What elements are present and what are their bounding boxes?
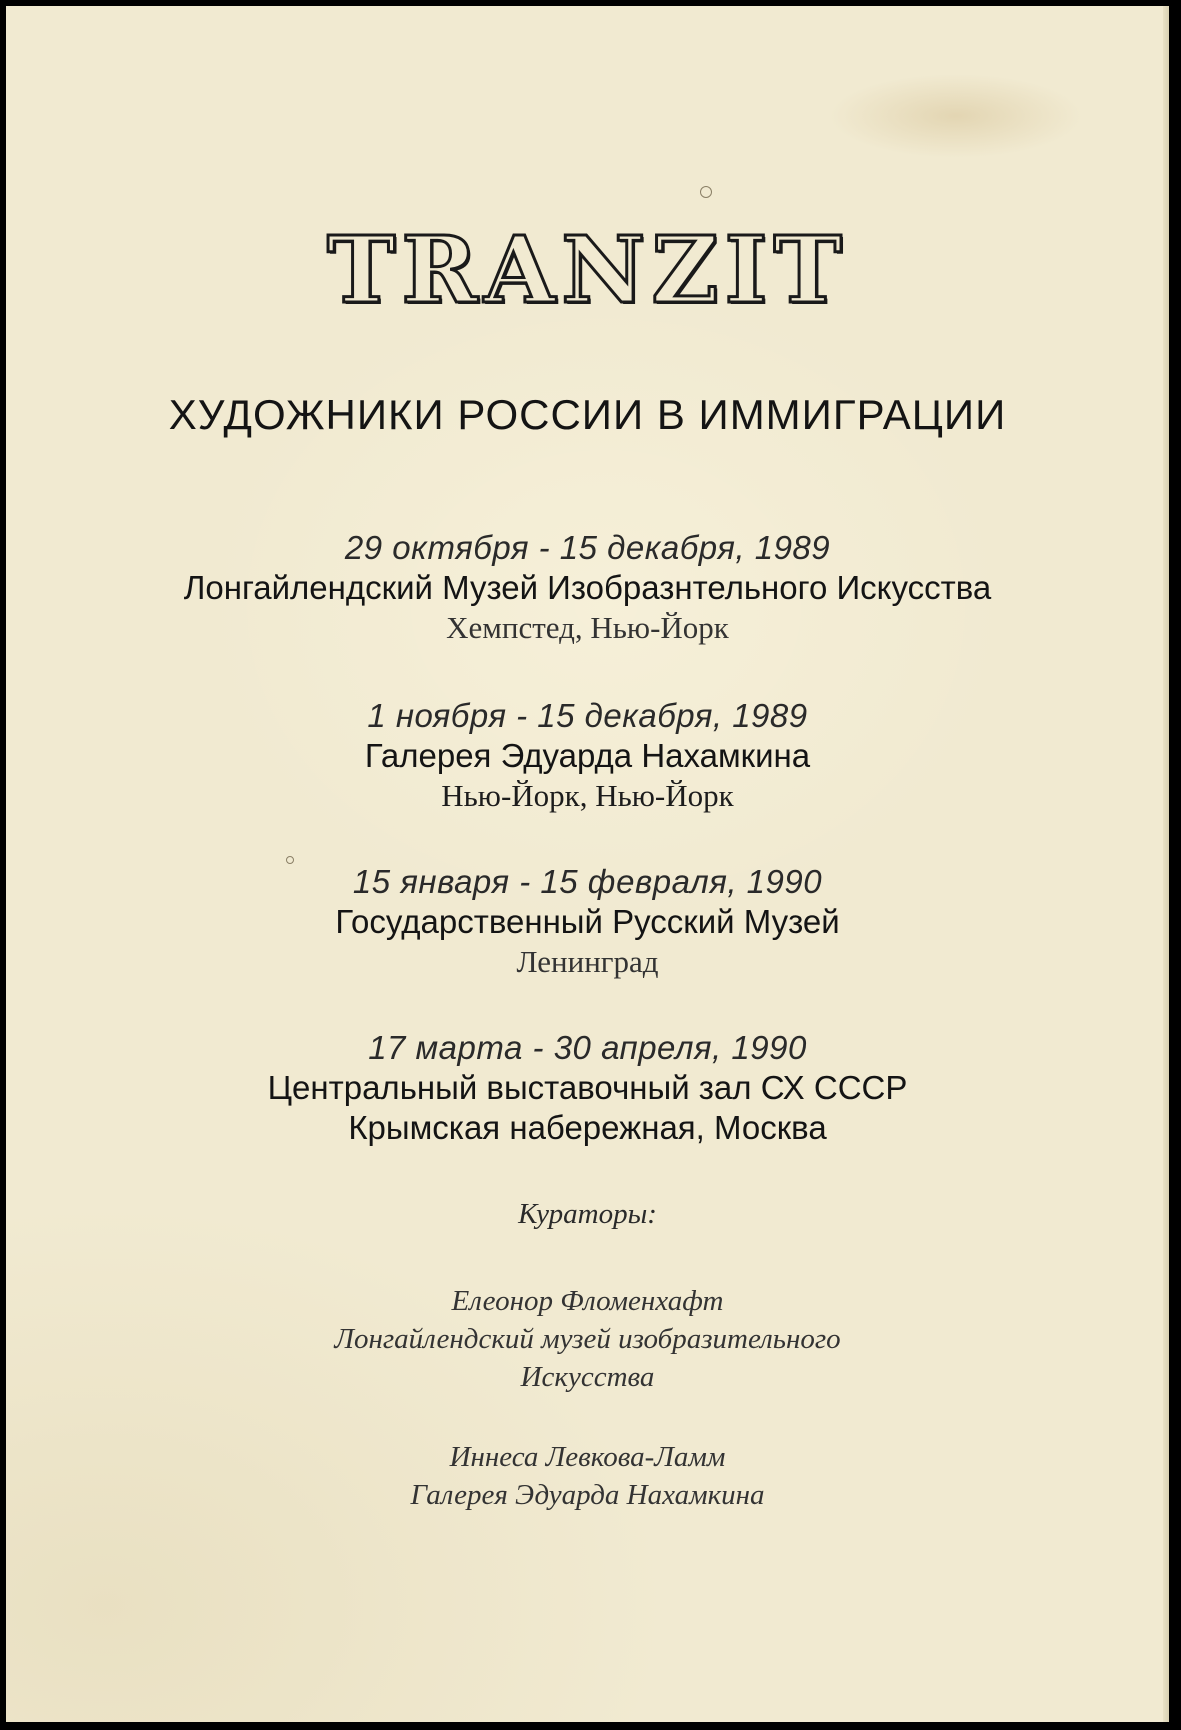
exhibition-venue: Галерея Эдуарда Нахамкина [364, 737, 811, 774]
exhibition-block [6, 528, 1169, 648]
curator-name: Иннеса Левкова-Ламм [449, 1441, 726, 1473]
curator-entry [6, 1438, 1169, 1514]
curator-affiliation: Искусства [520, 1361, 655, 1393]
exhibition-location: Крымская набережная, Москва [348, 1109, 827, 1146]
exhibition-venue: Государственный Русский Музей [335, 903, 840, 940]
paper-speck [700, 186, 712, 198]
exhibition-block [6, 1028, 1169, 1148]
curator-entry [6, 1282, 1169, 1396]
document-title: TRANZIT [326, 216, 849, 324]
curator-name: Елеонор Фломенхафт [451, 1285, 724, 1317]
document-page [6, 6, 1169, 1722]
exhibition-block [6, 696, 1169, 816]
document-subtitle: ХУДОЖНИКИ РОССИИ В ИММИГРАЦИИ [168, 391, 1007, 438]
curator-affiliation: Лонгайлендский музей изобразительного [334, 1323, 841, 1355]
curators-heading: Кураторы: [518, 1198, 657, 1230]
exhibition-dates: 1 ноября - 15 декабря, 1989 [367, 697, 808, 734]
curator-affiliation: Галерея Эдуарда Нахамкина [410, 1479, 765, 1511]
exhibition-block [6, 862, 1169, 982]
exhibition-dates: 29 октября - 15 декабря, 1989 [344, 529, 831, 566]
exhibition-location: Хемпстед, Нью-Йорк [446, 610, 729, 645]
exhibition-dates: 17 марта - 30 апреля, 1990 [368, 1029, 807, 1066]
exhibition-venue: Лонгайлендский Музей Изобразнтельного Искусства [183, 569, 992, 606]
exhibition-dates: 15 января - 15 февраля, 1990 [352, 863, 823, 900]
exhibition-location: Ленинград [516, 944, 659, 979]
exhibition-venue: Центральный выставочный зал СХ СССР [267, 1069, 908, 1106]
exhibition-location: Нью-Йорк, Нью-Йорк [441, 778, 734, 813]
